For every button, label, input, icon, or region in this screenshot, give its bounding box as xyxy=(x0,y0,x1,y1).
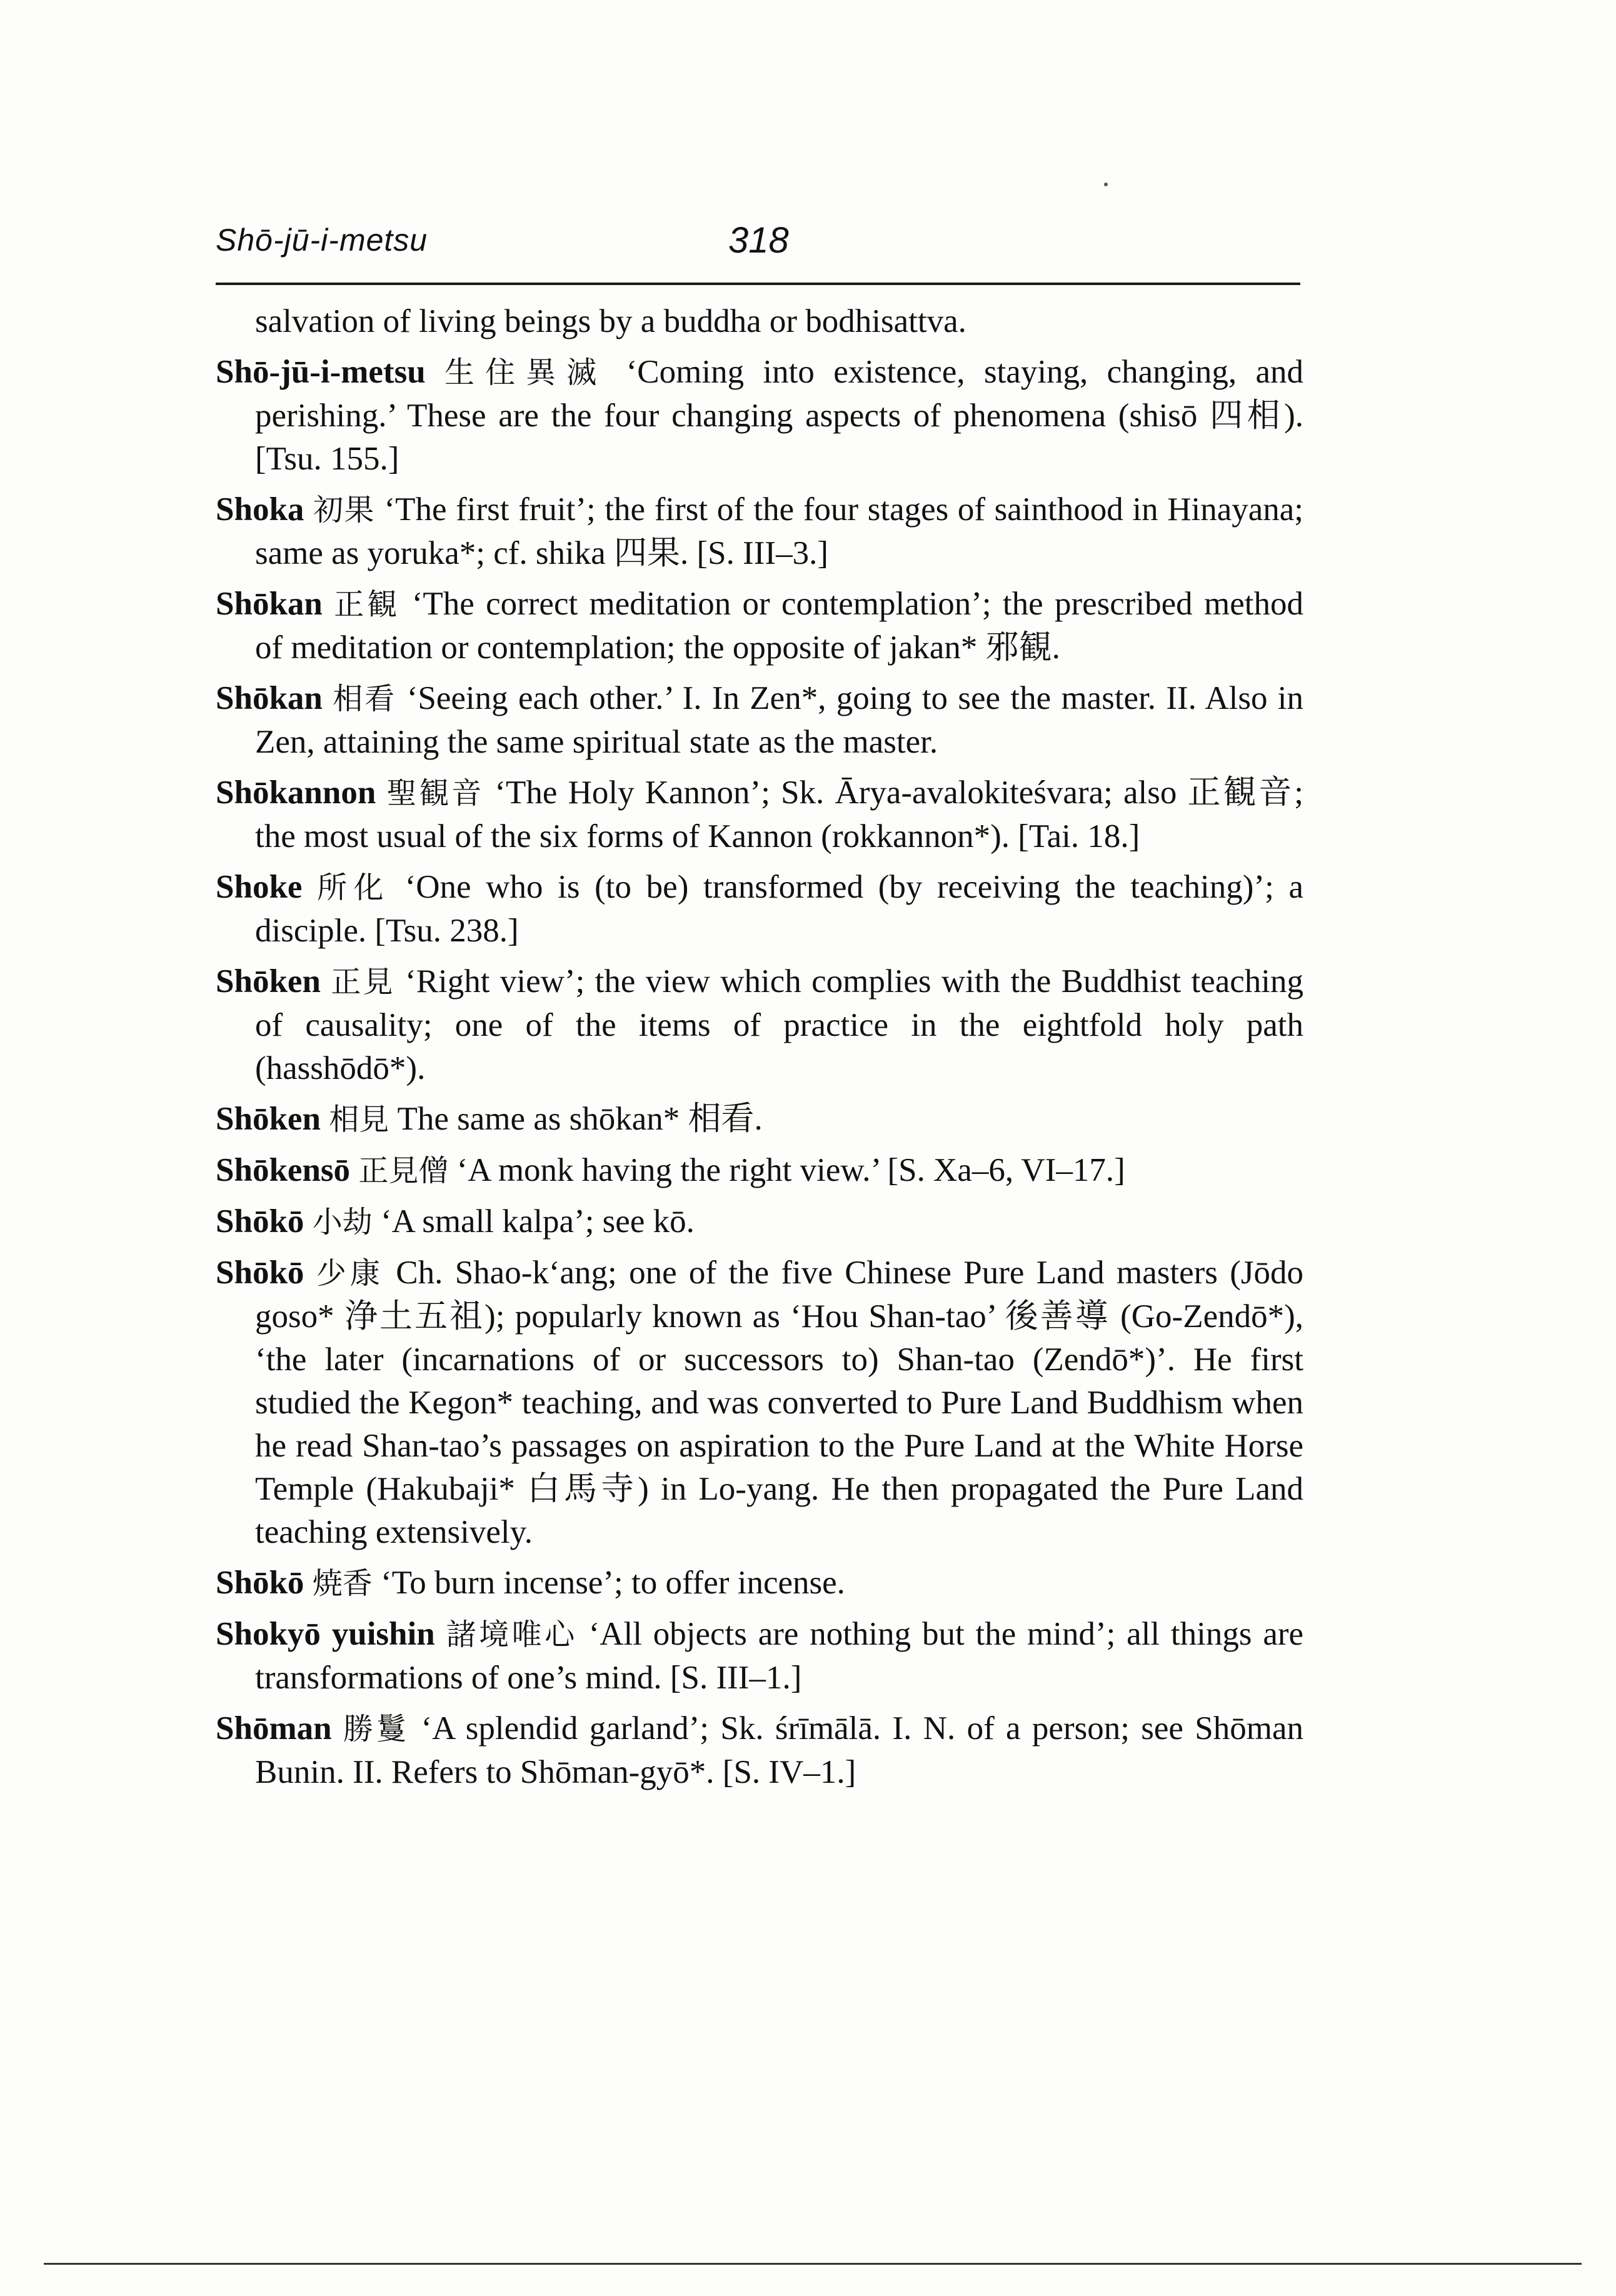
page-number: 318 xyxy=(728,220,789,261)
entry-definition: ‘Right view’; the view which complies with the Buddhist teaching of causality; one of the items of practice in the eightfold holy path (hasshōdō*). xyxy=(255,963,1304,1086)
entry-definition: ‘A monk having the right view.’ [S. Xa–6, VI–17.] xyxy=(456,1152,1125,1188)
entry-characters: 相見 xyxy=(329,1102,389,1137)
entry-headword: Shōman xyxy=(216,1710,332,1747)
running-head xyxy=(216,222,1300,278)
entry-definition: ‘The first fruit’; the first of the four stages of sainthood in Hinayana; same as yoruka*; cf. shika 四果. [S. III–3.] xyxy=(255,491,1304,571)
entry-definition: ‘One who is (to be) transformed (by receiving the teaching)’; a disciple. [Tsu. 238.] xyxy=(255,869,1303,949)
entry-definition: ‘Coming into existence, staying, changing, and perishing.’ These are the four changing aspects of phenomena (shisō 四相). [Tsu. 155.] xyxy=(255,354,1304,477)
entry xyxy=(216,488,1303,575)
entry-characters: 相看 xyxy=(333,681,397,716)
entry-characters: 正見 xyxy=(331,965,395,1000)
entry-headword: Shō-jū-i-metsu xyxy=(216,354,426,390)
entry-headword: Shōkan xyxy=(216,680,323,716)
entry xyxy=(216,1098,1303,1141)
entry xyxy=(216,771,1303,858)
entry-definition: ‘A splendid garland’; Sk. śrīmālā. I. N. of a person; see Shōman Bunin. II. Refers to Shōman-gyō*. [S. IV–1.] xyxy=(255,1710,1304,1790)
entry-characters: 聖観音 xyxy=(386,776,484,811)
entry xyxy=(216,1613,1303,1700)
entry-list xyxy=(216,300,1303,1802)
entry-definition: ‘All objects are nothing but the mind’; all things are transformations of one’s mind. [S. III–1.] xyxy=(255,1616,1304,1696)
entry-headword: Shokyō yuishin xyxy=(216,1616,435,1652)
entry-headword: Shōkan xyxy=(216,586,323,622)
entry-headword: Shōkō xyxy=(216,1255,304,1291)
entry xyxy=(216,1251,1303,1554)
entry-characters: 生住異滅 xyxy=(444,355,608,390)
entry-characters: 所化 xyxy=(317,870,390,905)
entry-definition: ‘Seeing each other.’ I. In Zen*, going to see the master. II. Also in Zen, attaining the same spiritual state as the master. xyxy=(255,680,1303,760)
entry-headword: Shoka xyxy=(216,491,304,528)
entry-characters: 焼香 xyxy=(312,1566,373,1601)
entry-characters: 初果 xyxy=(313,493,375,528)
entry xyxy=(216,351,1303,481)
entry-characters: 正観 xyxy=(334,587,401,622)
continuation-text: salvation of living beings by a buddha or bodhisattva. xyxy=(255,303,966,339)
entry xyxy=(216,677,1303,764)
entry xyxy=(216,1562,1303,1605)
entry-definition: ‘The Holy Kannon’; Sk. Ārya-avalokiteśvara; also 正観音; the most usual of the six forms of Kannon (rokkannon*). [Tai. 18.] xyxy=(255,775,1303,855)
entry xyxy=(216,1200,1303,1244)
entry-definition: ‘A small kalpa’; see kō. xyxy=(380,1203,695,1240)
entry-definition: ‘To burn incense’; to offer incense. xyxy=(380,1565,845,1601)
entry xyxy=(216,1707,1303,1794)
entry-definition: The same as shōkan* 相看. xyxy=(397,1101,763,1137)
entry-headword: Shōkannon xyxy=(216,775,376,811)
entry-headword: Shoke xyxy=(216,869,303,905)
entry-definition: Ch. Shao-k‘ang; one of the five Chinese Pure Land masters (Jōdo goso* 浄土五祖); popularly known as ‘Hou Shan-tao’ 後善導 (Go-Zendō*), ‘the later (incarnations of or successors to) Shan-tao (Zendō*)’. He first studied the Kegon* teaching, and was converted to Pure Land Buddhism when he read Shan-tao’s passages on aspiration to the Pure Land at the White Horse Temple (Hakubaji* 白馬寺) in Lo-yang. He then propagated the Pure Land teaching extensively. xyxy=(255,1255,1303,1550)
scan-edge-rule xyxy=(44,2263,1582,2265)
header-rule xyxy=(216,283,1300,285)
entry-headword: Shōken xyxy=(216,1101,321,1137)
entry xyxy=(216,866,1303,953)
entry-headword: Shōken xyxy=(216,963,321,1000)
entry-characters: 勝鬘 xyxy=(343,1712,410,1747)
entry-characters: 小劫 xyxy=(312,1205,373,1240)
entry-headword: Shōkō xyxy=(216,1565,304,1601)
entry xyxy=(216,1149,1303,1193)
scan-speck xyxy=(1104,183,1108,186)
entry-characters: 少康 xyxy=(316,1256,384,1291)
entry-characters: 正見僧 xyxy=(358,1153,449,1188)
entry-definition: ‘The correct meditation or contemplation’; the prescribed method of meditation or contemplation; the opposite of jakan* 邪観. xyxy=(255,586,1303,666)
entry-characters: 諸境唯心 xyxy=(446,1617,578,1652)
entry xyxy=(216,960,1303,1090)
entry-headword: Shōkō xyxy=(216,1203,304,1240)
entry xyxy=(216,583,1303,669)
entry-headword: Shōkensō xyxy=(216,1152,351,1188)
running-head-title: Shō-jū-i-metsu xyxy=(216,223,428,258)
